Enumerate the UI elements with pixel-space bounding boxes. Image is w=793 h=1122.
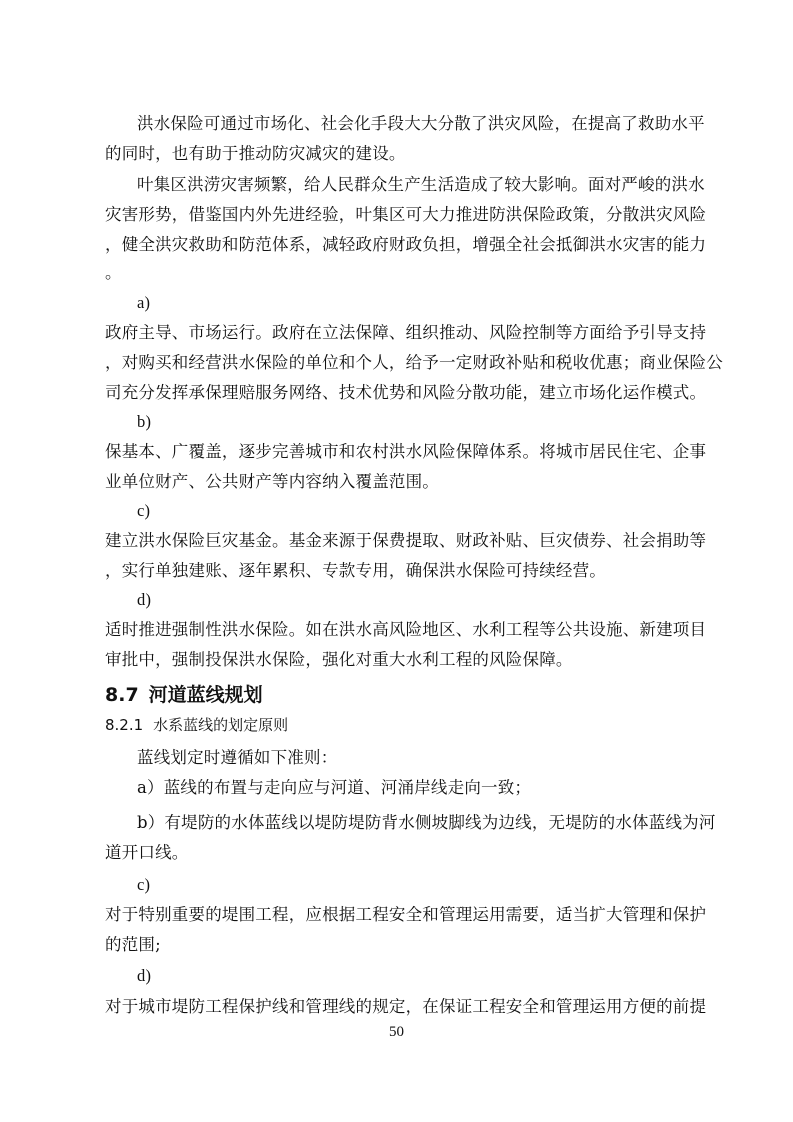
paragraph-line: 。	[105, 263, 122, 282]
section-title: 河道蓝线规划	[148, 684, 263, 706]
paragraph-line: 蓝线划定时遵循如下准则：	[137, 748, 338, 767]
rule-line: b）有堤防的水体蓝线以堤防堤防背水侧坡脚线为边线，无堤防的水体蓝线为河	[137, 813, 716, 832]
list-label: a)	[137, 293, 151, 312]
list-item-line: 司充分发挥承保理赔服务网络、技术优势和风险分散功能，建立市场化运作模式。	[105, 383, 707, 402]
list-item-line: 对于城市堤防工程保护线和管理线的规定，在保证工程安全和管理运用方便的前提	[105, 997, 707, 1016]
list-label: b)	[137, 412, 152, 431]
paragraph-line: 叶集区洪涝灾害频繁，给人民群众生产生活造成了较大影响。面对严峻的洪水	[137, 175, 705, 194]
list-item-line: ，对购买和经营洪水保险的单位和个人，给予一定财政补贴和税收优惠；商业保险公	[105, 353, 723, 372]
paragraph-line: 洪水保险可通过市场化、社会化手段大大分散了洪灾风险，在提高了救助水平	[137, 114, 705, 133]
paragraph-line: 灾害形势，借鉴国内外先进经验，叶集区可大力推进防洪保险政策，分散洪灾风险	[105, 205, 707, 224]
list-item-line: 保基本、广覆盖，逐步完善城市和农村洪水风险保障体系。将城市居民住宅、企事	[105, 442, 707, 461]
subsection-title: 水系蓝线的划定原则	[153, 716, 289, 734]
list-item-line: 建立洪水保险巨灾基金。基金来源于保费提取、财政补贴、巨灾债券、社会捐助等	[105, 531, 707, 550]
list-label: d)	[137, 590, 152, 609]
rule-line: a）蓝线的布置与走向应与河道、河涌岸线走向一致；	[137, 778, 532, 797]
paragraph-line: ，健全洪灾救助和防范体系，减轻政府财政负担，增强全社会抵御洪水灾害的能力	[105, 235, 707, 254]
rule-line: 道开口线。	[105, 843, 189, 862]
list-label: c)	[137, 501, 151, 520]
subsection-number: 8.2.1	[105, 716, 144, 734]
list-item-line: 业单位财产、公共财产等内容纳入覆盖范围。	[105, 472, 439, 491]
list-item-line: 适时推进强制性洪水保险。如在洪水高风险地区、水利工程等公共设施、新建项目	[105, 620, 707, 639]
page-number: 50	[389, 1024, 404, 1040]
subsection-heading	[105, 714, 288, 735]
list-item-line: 审批中，强制投保洪水保险，强化对重大水利工程的风险保障。	[105, 650, 573, 669]
section-number: 8.7	[105, 684, 139, 706]
section-heading	[105, 680, 263, 707]
list-label: d)	[137, 966, 152, 985]
paragraph-line: 的同时，也有助于推动防灾减灾的建设。	[105, 144, 406, 163]
list-item-line: 的范围;	[105, 935, 161, 954]
list-item-line: ，实行单独建账、逐年累积、专款专用，确保洪水保险可持续经营。	[105, 561, 606, 580]
list-item-line: 对于特别重要的堤围工程，应根据工程安全和管理运用需要，适当扩大管理和保护	[105, 905, 707, 924]
list-item-line: 政府主导、市场运行。政府在立法保障、组织推动、风险控制等方面给予引导支持	[105, 323, 707, 342]
list-label: c)	[137, 875, 151, 894]
